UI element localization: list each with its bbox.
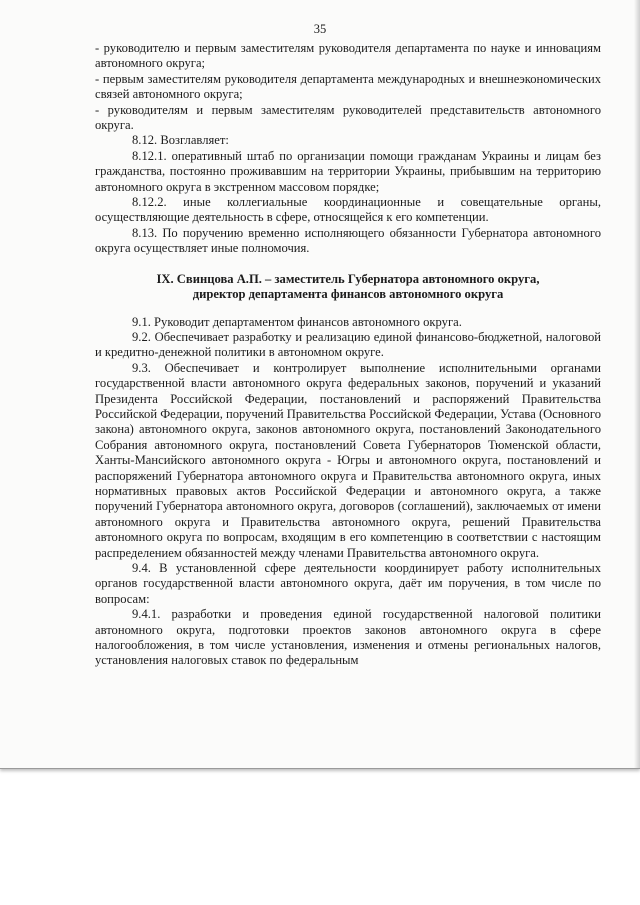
section-heading-line: директор департамента финансов автономного округа — [192, 287, 504, 302]
paragraph: 8.12.2. иные коллегиальные координационные и совещательные органы, осуществляющие деятельность в сфере, относящейся к его компетенции. — [95, 195, 601, 225]
paragraph: - руководителям и первым заместителям руководителей представительств автономного округа. — [95, 102, 601, 133]
paragraph: 9.3. Обеспечивает и контролирует выполнение исполнительными органами государственной власти автономного округа федеральных законов, поручений и указаний Президента Российской Федерации, постановлений и распоряжений Правительства Российской Федерации, поручений Правительства Российской Федерации, Устава (Основного закона) автономного округа, законов автономного округа, постановлений Законодательного Собрания автономного округа, постановлений Совета Губернаторов Тюменской области, Ханты-Мансийского автономного округа - Югры и автономного округа, постановлений и распоряжений Губернатора автономного округа и Правительства автономного округа, иных нормативных правовых актов Российской Федерации и автономного округа, а также поручений Губернатора автономного округа, договоров (соглашений), заключаемых от имени автономного округа и Правительства автономного округа, решений Правительства автономного округа по вопросам, входящим в его компетенцию в соответствии с настоящим распределением обязанностей между членами Правительства автономного округа. — [95, 360, 601, 560]
paragraph: 8.12.1. оперативный штаб по организации помощи гражданам Украины и лицам без гражданства, постоянно проживавшим на территории Украины, прибывшим на территорию автономного округа в экстренном массовом порядке; — [95, 148, 601, 194]
paragraph: - руководителю и первым заместителям руководителя департамента по науке и инновациям автономного округа; — [95, 41, 601, 71]
paragraph: 9.1. Руководит департаментом финансов автономного округа. — [132, 314, 462, 329]
document-body — [95, 41, 601, 669]
page-edge-shadow — [634, 0, 640, 768]
paragraph: - первым заместителям руководителя департамента международных и внешнеэкономических связей автономного округа; — [95, 71, 601, 102]
paragraph: 9.2. Обеспечивает разработку и реализацию единой финансово-бюджетной, налоговой и кредитно-денежной политики в автономном округе. — [95, 329, 601, 360]
paragraph: 8.12. Возглавляет: — [132, 133, 229, 148]
section-heading — [95, 272, 601, 303]
paragraph: 9.4.1. разработки и проведения единой государственной налоговой политики автономного округа, подготовки проектов законов автономного округа в сфере налогообложения, в том числе установления, изменения и отмены региональных налогов, установления налоговых ставок по федеральным — [95, 607, 601, 668]
paragraph: 9.4. В установленной сфере деятельности координирует работу исполнительных органов государственной власти автономного округа, даёт им поручения, в том числе по вопросам: — [95, 561, 601, 606]
section-heading-line: IX. Свинцова А.П. – заместитель Губернатора автономного округа, — [156, 271, 540, 286]
page-number: 35 — [313, 22, 327, 36]
paragraph: 8.13. По поручению временно исполняющего обязанности Губернатора автономного округа осуществляет иные полномочия. — [95, 225, 601, 256]
